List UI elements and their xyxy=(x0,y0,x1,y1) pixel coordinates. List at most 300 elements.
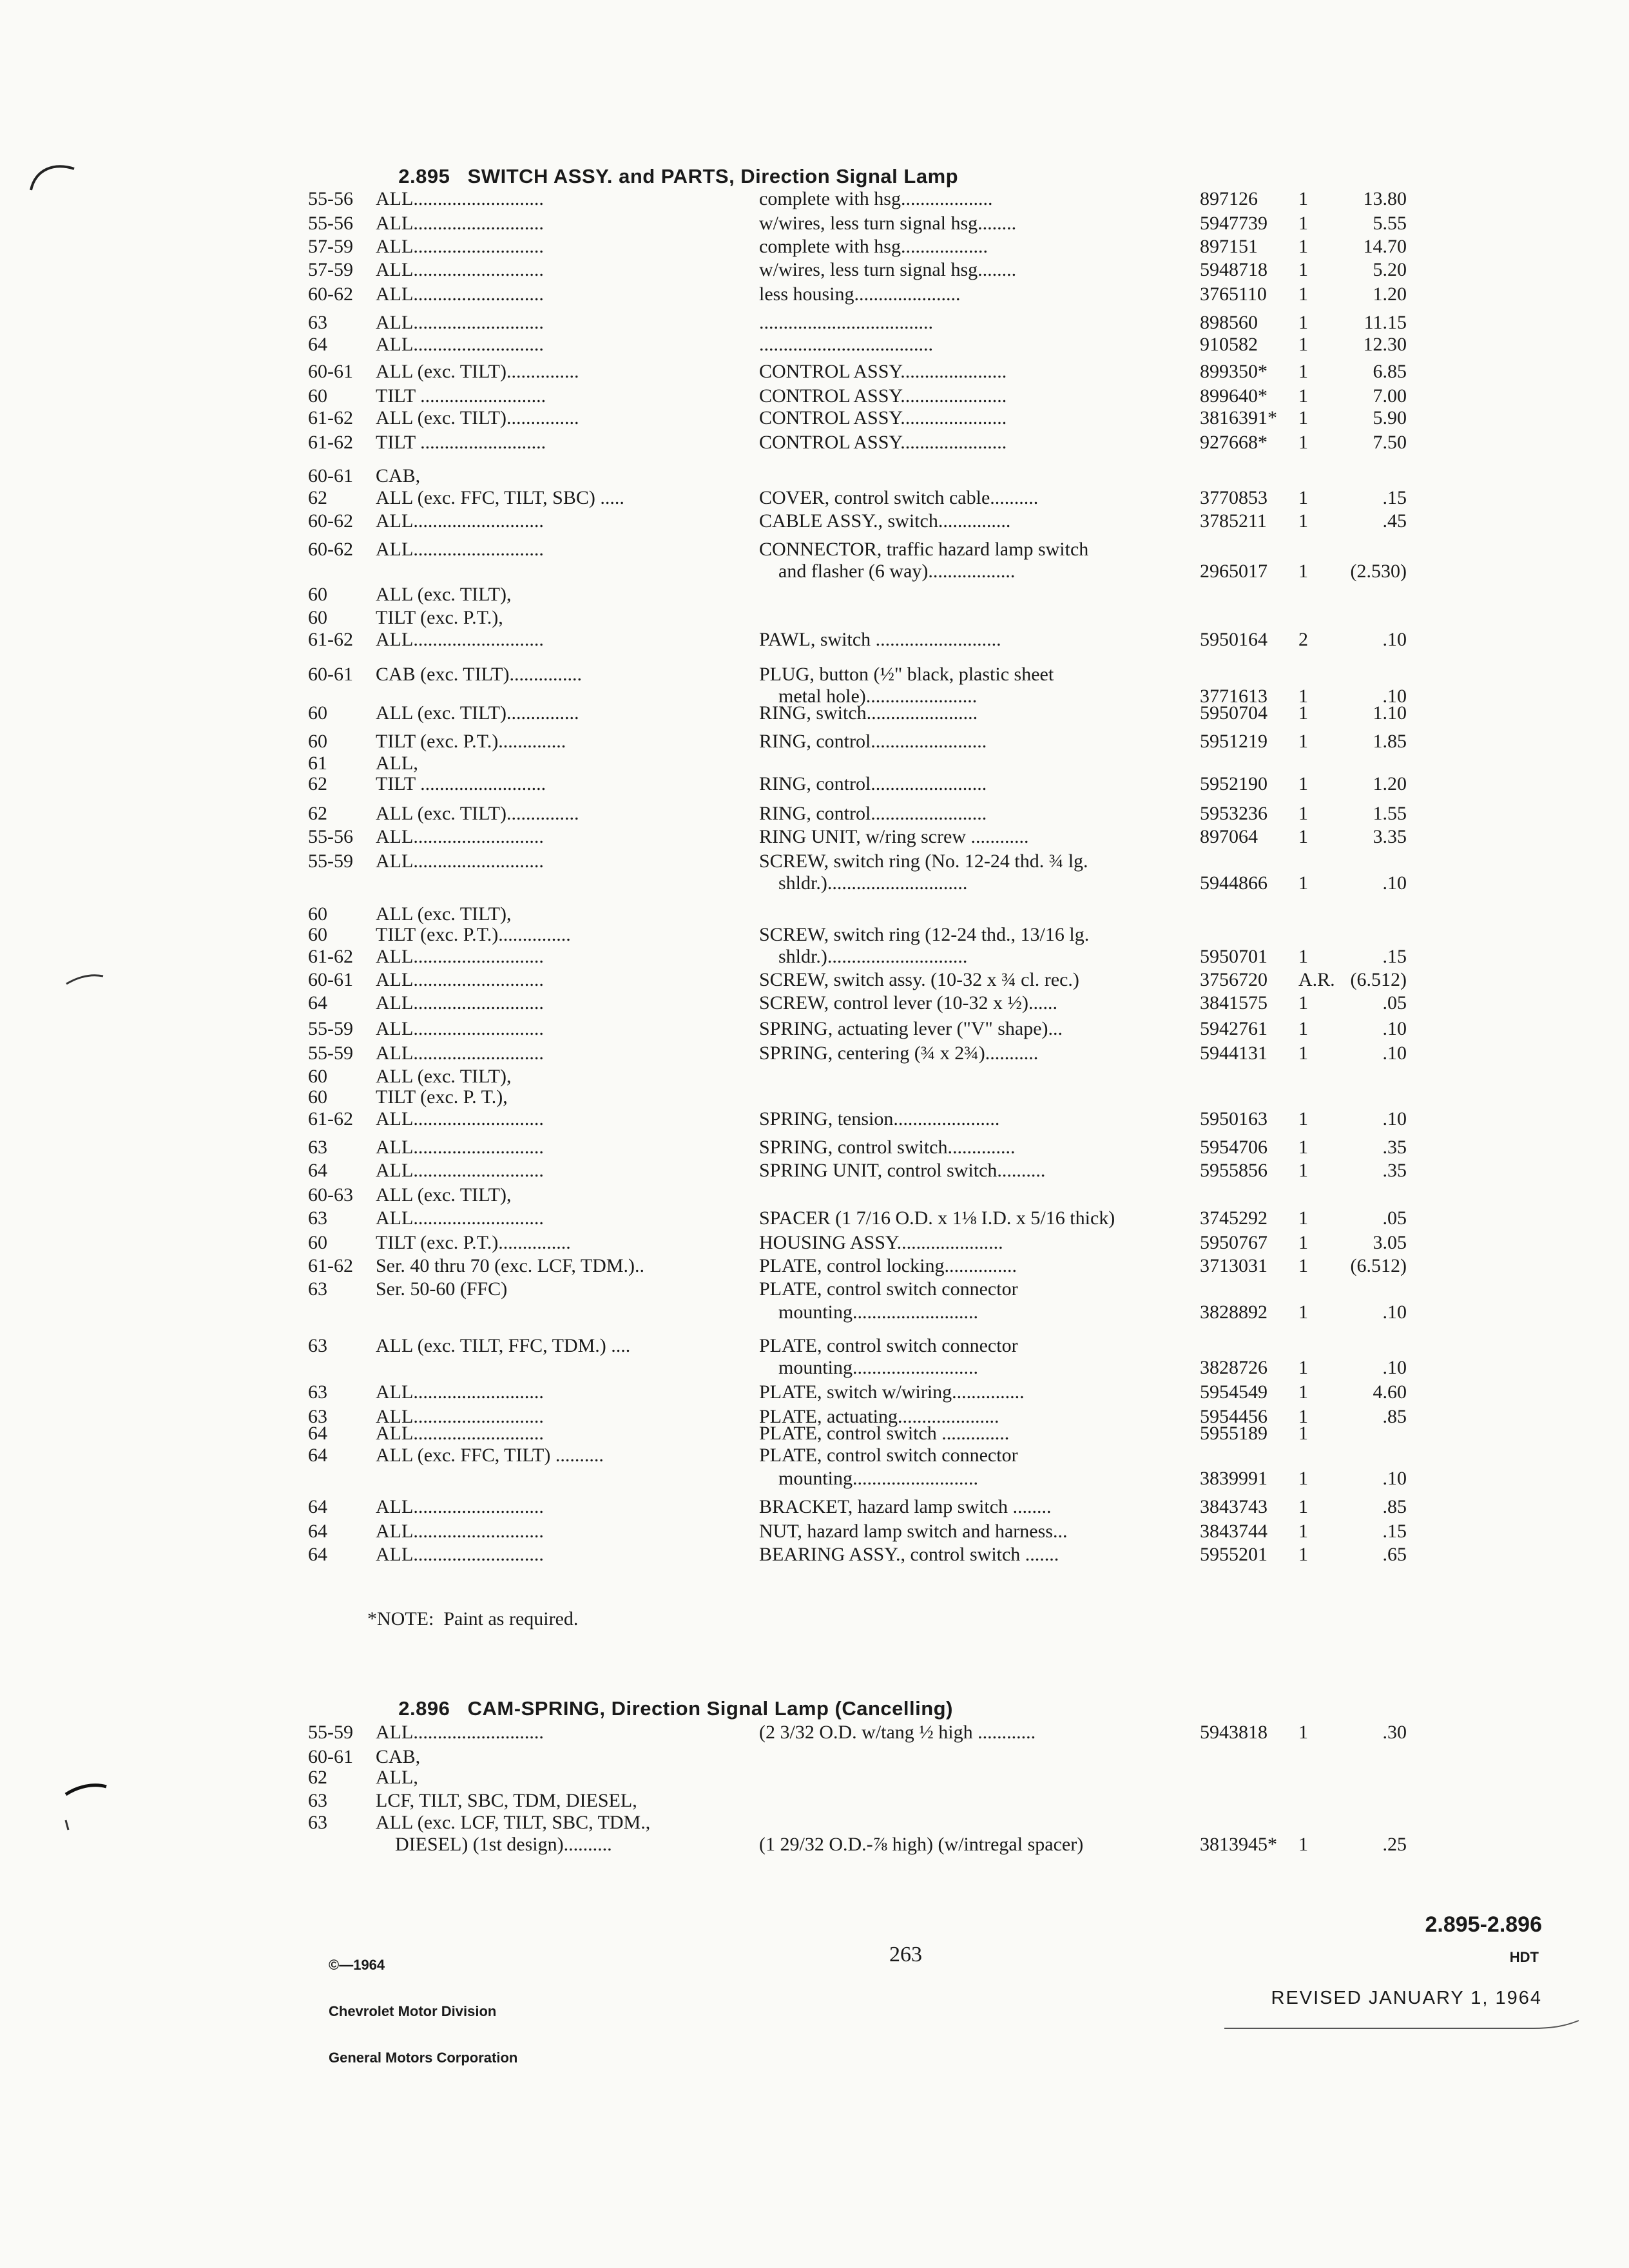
part-description: PLATE, control locking............... xyxy=(759,1255,1017,1276)
part-number: 897064 xyxy=(1200,826,1258,847)
model-applicability: ALL........................... xyxy=(376,1722,544,1743)
model-year: 61-62 xyxy=(308,1255,353,1276)
model-year: 55-56 xyxy=(308,188,353,209)
part-number: 5943818 xyxy=(1200,1722,1268,1743)
model-year: 64 xyxy=(308,1544,327,1565)
price: 1.20 xyxy=(1373,773,1407,794)
quantity: 1 xyxy=(1298,702,1308,724)
table-row xyxy=(0,1043,1629,1067)
model-year: 63 xyxy=(308,1137,327,1158)
price: 1.10 xyxy=(1373,702,1407,724)
quantity: 1 xyxy=(1298,1207,1308,1229)
model-year: 60-61 xyxy=(308,465,353,486)
part-number: 5950164 xyxy=(1200,629,1268,650)
table-row xyxy=(0,584,1629,608)
part-number: 3765110 xyxy=(1200,284,1267,305)
part-number: 3813945* xyxy=(1200,1834,1277,1855)
model-applicability: ALL........................... xyxy=(376,1544,544,1565)
part-description: BEARING ASSY., control switch ....... xyxy=(759,1544,1059,1565)
price: 6.85 xyxy=(1373,361,1407,382)
part-description: RING, control........................ xyxy=(759,773,987,794)
model-year: 60-62 xyxy=(308,510,353,532)
model-year: 64 xyxy=(308,1423,327,1444)
model-year: 60 xyxy=(308,1232,327,1253)
model-year: 55-59 xyxy=(308,1043,353,1064)
table-row xyxy=(0,629,1629,653)
part-description: CONTROL ASSY...................... xyxy=(759,407,1007,428)
price: 4.60 xyxy=(1373,1381,1407,1403)
model-year: 64 xyxy=(308,1521,327,1542)
model-year: 55-59 xyxy=(308,1018,353,1039)
price: 5.55 xyxy=(1373,213,1407,234)
part-description: metal hole)....................... xyxy=(759,686,978,707)
model-applicability: ALL........................... xyxy=(376,334,544,355)
part-description: RING UNIT, w/ring screw ............ xyxy=(759,826,1029,847)
price: .45 xyxy=(1382,510,1407,532)
quantity: 2 xyxy=(1298,629,1308,650)
part-description: mounting.......................... xyxy=(759,1357,979,1378)
part-description: NUT, hazard lamp switch and harness... xyxy=(759,1521,1068,1542)
table-row xyxy=(0,1357,1629,1381)
model-applicability: ALL........................... xyxy=(376,1043,544,1064)
part-number: 897126 xyxy=(1200,188,1258,209)
model-year: 64 xyxy=(308,1445,327,1466)
table-row xyxy=(0,361,1629,385)
quantity: 1 xyxy=(1298,1496,1308,1517)
model-applicability: ALL........................... xyxy=(376,259,544,280)
model-year: 60-61 xyxy=(308,361,353,382)
part-description: SPRING, actuating lever ("V" shape)... xyxy=(759,1018,1063,1039)
part-description: HOUSING ASSY...................... xyxy=(759,1232,1003,1253)
model-applicability: ALL........................... xyxy=(376,510,544,532)
model-applicability: DIESEL) (1st design).......... xyxy=(376,1834,612,1855)
table-row xyxy=(0,607,1629,631)
model-year: 62 xyxy=(308,773,327,794)
quantity: 1 xyxy=(1298,361,1308,382)
table-row xyxy=(0,969,1629,994)
part-description: SPRING UNIT, control switch.......... xyxy=(759,1160,1046,1181)
part-number: 5955201 xyxy=(1200,1544,1268,1565)
price: .10 xyxy=(1382,1108,1407,1129)
model-applicability: TILT (exc. P.T.)............... xyxy=(376,1232,571,1253)
table-row xyxy=(0,992,1629,1017)
table-row xyxy=(0,803,1629,827)
price: 3.35 xyxy=(1373,826,1407,847)
price: 5.20 xyxy=(1373,259,1407,280)
part-number: 5955856 xyxy=(1200,1160,1268,1181)
section-title-2896 xyxy=(387,1674,953,1720)
model-year: 60-61 xyxy=(308,1746,353,1767)
price: .35 xyxy=(1382,1160,1407,1181)
model-applicability: TILT (exc. P.T.).............. xyxy=(376,731,566,752)
quantity: 1 xyxy=(1298,803,1308,824)
quantity: 1 xyxy=(1298,1423,1308,1444)
table-row xyxy=(0,1018,1629,1043)
model-year: 60-61 xyxy=(308,969,353,990)
part-description: CABLE ASSY., switch............... xyxy=(759,510,1011,532)
model-year: 60 xyxy=(308,1066,327,1087)
price: .85 xyxy=(1382,1406,1407,1427)
quantity: 1 xyxy=(1298,946,1308,967)
part-description: (1 29/32 O.D.-⅞ high) (w/intregal spacer) xyxy=(759,1834,1084,1855)
part-number: 5954549 xyxy=(1200,1381,1268,1403)
model-year: 55-59 xyxy=(308,850,353,872)
section-code: HDT xyxy=(1509,1949,1539,1965)
model-year: 60 xyxy=(308,584,327,605)
part-description: w/wires, less turn signal hsg........ xyxy=(759,259,1017,280)
part-description: SPRING, control switch.............. xyxy=(759,1137,1016,1158)
table-row xyxy=(0,312,1629,336)
table-row xyxy=(0,1207,1629,1232)
model-year: 64 xyxy=(308,1496,327,1517)
model-applicability: ALL (exc. TILT)............... xyxy=(376,702,579,724)
model-year: 60 xyxy=(308,731,327,752)
model-applicability: TILT (exc. P.T.), xyxy=(376,607,503,628)
part-description: complete with hsg................... xyxy=(759,188,993,209)
part-number: 3745292 xyxy=(1200,1207,1268,1229)
quantity: 1 xyxy=(1298,1544,1308,1565)
model-year: 63 xyxy=(308,1790,327,1811)
model-applicability: ALL........................... xyxy=(376,969,544,990)
part-description: SCREW, switch assy. (10-32 x ¾ cl. rec.) xyxy=(759,969,1079,990)
part-description: and flasher (6 way).................. xyxy=(759,561,1016,582)
price: .15 xyxy=(1382,1521,1407,1542)
part-description: PLATE, control switch .............. xyxy=(759,1423,1010,1444)
price: (6.512) xyxy=(1350,1255,1407,1276)
price: .35 xyxy=(1382,1137,1407,1158)
table-row xyxy=(0,1468,1629,1492)
model-applicability: TILT .......................... xyxy=(376,773,546,794)
table-row xyxy=(0,1381,1629,1406)
table-row xyxy=(0,334,1629,358)
model-applicability: CAB (exc. TILT)............... xyxy=(376,664,582,685)
part-description: SPACER (1 7/16 O.D. x 1⅛ I.D. x 5/16 thick) xyxy=(759,1207,1115,1229)
price: .65 xyxy=(1382,1544,1407,1565)
model-applicability: CAB, xyxy=(376,1746,421,1767)
price: (2.530) xyxy=(1350,561,1407,582)
part-number: 897151 xyxy=(1200,236,1258,257)
price: .10 xyxy=(1382,872,1407,894)
price: .05 xyxy=(1382,992,1407,1014)
model-applicability: ALL........................... xyxy=(376,1406,544,1427)
model-year: 60 xyxy=(308,924,327,945)
table-row xyxy=(0,1445,1629,1469)
quantity: 1 xyxy=(1298,872,1308,894)
part-number: 3828726 xyxy=(1200,1357,1268,1378)
model-applicability: ALL........................... xyxy=(376,850,544,872)
part-number: 3839991 xyxy=(1200,1468,1268,1489)
page-number: 263 xyxy=(889,1943,922,1966)
quantity: 1 xyxy=(1298,487,1308,508)
part-description: SCREW, switch ring (12-24 thd., 13/16 lg. xyxy=(759,924,1090,945)
part-number: 5944131 xyxy=(1200,1043,1268,1064)
part-description: (2 3/32 O.D. w/tang ½ high ............ xyxy=(759,1722,1036,1743)
model-year: 57-59 xyxy=(308,259,353,280)
model-year: 60-62 xyxy=(308,539,353,560)
part-number: 5944866 xyxy=(1200,872,1268,894)
model-applicability: ALL (exc. TILT)............... xyxy=(376,361,579,382)
quantity: 1 xyxy=(1298,188,1308,209)
table-row xyxy=(0,773,1629,798)
scan-mark-top xyxy=(19,155,77,193)
part-description: RING, control........................ xyxy=(759,803,987,824)
price: .10 xyxy=(1382,629,1407,650)
part-description: PLATE, control switch connector xyxy=(759,1278,1018,1300)
table-row xyxy=(0,1722,1629,1746)
table-row xyxy=(0,1423,1629,1447)
part-number: 927668* xyxy=(1200,432,1268,453)
quantity: 1 xyxy=(1298,312,1308,333)
part-number: 5954456 xyxy=(1200,1406,1268,1427)
part-description: SPRING, centering (¾ x 2¾)........... xyxy=(759,1043,1039,1064)
part-number: 3843744 xyxy=(1200,1521,1268,1542)
price: 7.00 xyxy=(1373,385,1407,407)
model-year: 64 xyxy=(308,1160,327,1181)
table-row xyxy=(0,702,1629,727)
model-applicability: LCF, TILT, SBC, TDM, DIESEL, xyxy=(376,1790,637,1811)
table-row xyxy=(0,1496,1629,1521)
model-applicability: ALL (exc. TILT), xyxy=(376,903,512,925)
table-row xyxy=(0,664,1629,688)
quantity: 1 xyxy=(1298,686,1308,707)
model-year: 63 xyxy=(308,1406,327,1427)
model-applicability: ALL........................... xyxy=(376,188,544,209)
table-row xyxy=(0,826,1629,850)
model-year: 61 xyxy=(308,753,327,774)
table-row xyxy=(0,465,1629,490)
quantity: 1 xyxy=(1298,1160,1308,1181)
model-applicability: ALL........................... xyxy=(376,213,544,234)
paint-note: *NOTE: Paint as required. xyxy=(367,1608,579,1629)
quantity: 1 xyxy=(1298,1381,1308,1403)
part-number: 5955189 xyxy=(1200,1423,1268,1444)
part-number: 3785211 xyxy=(1200,510,1267,532)
price: .10 xyxy=(1382,1468,1407,1489)
model-applicability: TILT .......................... xyxy=(376,385,546,407)
quantity: 1 xyxy=(1298,1722,1308,1743)
model-year: 62 xyxy=(308,803,327,824)
quantity: 1 xyxy=(1298,1357,1308,1378)
part-description: complete with hsg.................. xyxy=(759,236,988,257)
price: (6.512) xyxy=(1350,969,1407,990)
quantity: 1 xyxy=(1298,284,1308,305)
model-applicability: Ser. 50-60 (FFC) xyxy=(376,1278,508,1300)
model-applicability: ALL........................... xyxy=(376,992,544,1014)
quantity: 1 xyxy=(1298,1521,1308,1542)
model-year: 61-62 xyxy=(308,946,353,967)
model-year: 63 xyxy=(308,1381,327,1403)
model-applicability: TILT (exc. P. T.), xyxy=(376,1086,508,1108)
part-description: SPRING, tension...................... xyxy=(759,1108,1000,1129)
table-row xyxy=(0,213,1629,237)
table-row xyxy=(0,561,1629,585)
section-title-2895 xyxy=(387,142,958,188)
part-number: 3770853 xyxy=(1200,487,1268,508)
table-row xyxy=(0,1108,1629,1133)
section-number: 2.896 xyxy=(398,1697,450,1720)
quantity: 1 xyxy=(1298,1137,1308,1158)
model-applicability: ALL (exc. FFC, TILT) .......... xyxy=(376,1445,604,1466)
part-description: PLATE, control switch connector xyxy=(759,1445,1018,1466)
model-applicability: Ser. 40 thru 70 (exc. LCF, TDM.).. xyxy=(376,1255,645,1276)
part-number: 5950767 xyxy=(1200,1232,1268,1253)
price: 1.55 xyxy=(1373,803,1407,824)
table-row xyxy=(0,1767,1629,1791)
table-row xyxy=(0,284,1629,308)
quantity: 1 xyxy=(1298,1255,1308,1276)
model-applicability: ALL, xyxy=(376,1767,418,1788)
model-year: 63 xyxy=(308,312,327,333)
table-row xyxy=(0,236,1629,260)
scan-mark-revised xyxy=(1224,2017,1585,2036)
model-applicability: ALL, xyxy=(376,753,418,774)
quantity: 1 xyxy=(1298,1406,1308,1427)
model-year: 60 xyxy=(308,1086,327,1108)
price: 7.50 xyxy=(1373,432,1407,453)
price: 3.05 xyxy=(1373,1232,1407,1253)
model-year: 55-56 xyxy=(308,826,353,847)
part-number: 5950163 xyxy=(1200,1108,1268,1129)
model-year: 60-63 xyxy=(308,1184,353,1206)
table-row xyxy=(0,1812,1629,1836)
quantity: 1 xyxy=(1298,1232,1308,1253)
model-applicability: ALL (exc. TILT), xyxy=(376,1066,512,1087)
price: 14.70 xyxy=(1363,236,1407,257)
model-applicability: TILT .......................... xyxy=(376,432,546,453)
copyright-year: ©—1964 xyxy=(329,1957,385,1973)
part-description: SCREW, switch ring (No. 12-24 thd. ¾ lg. xyxy=(759,850,1088,872)
quantity: 1 xyxy=(1298,1043,1308,1064)
model-applicability: ALL........................... xyxy=(376,1381,544,1403)
model-year: 60 xyxy=(308,607,327,628)
table-row xyxy=(0,432,1629,456)
model-applicability: ALL........................... xyxy=(376,1137,544,1158)
model-applicability: ALL........................... xyxy=(376,1207,544,1229)
price: .10 xyxy=(1382,1043,1407,1064)
price: 1.20 xyxy=(1373,284,1407,305)
part-number: 5950704 xyxy=(1200,702,1268,724)
table-row xyxy=(0,510,1629,535)
part-number: 899640* xyxy=(1200,385,1268,407)
part-number: 3771613 xyxy=(1200,686,1268,707)
table-row xyxy=(0,1834,1629,1858)
model-year: 60 xyxy=(308,702,327,724)
part-description: mounting.......................... xyxy=(759,1302,979,1323)
model-applicability: ALL........................... xyxy=(376,946,544,967)
part-description: shldr.)............................. xyxy=(759,946,968,967)
price: 11.15 xyxy=(1364,312,1407,333)
quantity: 1 xyxy=(1298,1108,1308,1129)
part-description: shldr.)............................. xyxy=(759,872,968,894)
part-description: SCREW, control lever (10-32 x ½)...... xyxy=(759,992,1057,1014)
part-number: 5953236 xyxy=(1200,803,1268,824)
part-description: PLATE, switch w/wiring............... xyxy=(759,1381,1025,1403)
part-description: PAWL, switch .......................... xyxy=(759,629,1001,650)
part-number: 5948718 xyxy=(1200,259,1268,280)
model-applicability: ALL (exc. TILT, FFC, TDM.) .... xyxy=(376,1335,631,1356)
table-row xyxy=(0,731,1629,755)
part-number: 5942761 xyxy=(1200,1018,1268,1039)
table-row xyxy=(0,924,1629,948)
table-row xyxy=(0,1790,1629,1814)
part-number: 5950701 xyxy=(1200,946,1268,967)
model-year: 63 xyxy=(308,1335,327,1356)
model-applicability: ALL........................... xyxy=(376,312,544,333)
part-number: 2965017 xyxy=(1200,561,1268,582)
model-applicability: ALL........................... xyxy=(376,629,544,650)
quantity: 1 xyxy=(1298,992,1308,1014)
model-year: 55-59 xyxy=(308,1722,353,1743)
section-heading: SWITCH ASSY. and PARTS, Direction Signal Lamp xyxy=(467,165,959,187)
model-applicability: ALL........................... xyxy=(376,1108,544,1129)
table-row xyxy=(0,946,1629,970)
model-year: 60-62 xyxy=(308,284,353,305)
section-number: 2.895 xyxy=(398,165,450,187)
part-description: mounting.......................... xyxy=(759,1468,979,1489)
model-year: 63 xyxy=(308,1812,327,1833)
part-description: CONTROL ASSY...................... xyxy=(759,432,1007,453)
part-description: RING, switch....................... xyxy=(759,702,978,724)
model-year: 64 xyxy=(308,334,327,355)
model-year: 60-61 xyxy=(308,664,353,685)
table-row xyxy=(0,1086,1629,1111)
model-year: 62 xyxy=(308,1767,327,1788)
part-number: 3828892 xyxy=(1200,1302,1268,1323)
table-row xyxy=(0,1335,1629,1360)
price: 12.30 xyxy=(1363,334,1407,355)
model-applicability: ALL........................... xyxy=(376,1496,544,1517)
copyright-corp: General Motors Corporation xyxy=(329,2050,518,2066)
part-description: PLATE, control switch connector xyxy=(759,1335,1018,1356)
table-row xyxy=(0,259,1629,284)
quantity: 1 xyxy=(1298,432,1308,453)
copyright-division: Chevrolet Motor Division xyxy=(329,2003,497,2019)
part-number: 898560 xyxy=(1200,312,1258,333)
quantity: 1 xyxy=(1298,1302,1308,1323)
part-number: 899350* xyxy=(1200,361,1268,382)
quantity: 1 xyxy=(1298,259,1308,280)
quantity: 1 xyxy=(1298,1834,1308,1855)
part-number: 5952190 xyxy=(1200,773,1268,794)
price: .10 xyxy=(1382,1018,1407,1039)
quantity: 1 xyxy=(1298,773,1308,794)
model-applicability: ALL........................... xyxy=(376,236,544,257)
quantity: 1 xyxy=(1298,510,1308,532)
price: 5.90 xyxy=(1373,407,1407,428)
part-description: CONNECTOR, traffic hazard lamp switch xyxy=(759,539,1089,560)
part-description: CONTROL ASSY...................... xyxy=(759,385,1007,407)
price: .10 xyxy=(1382,1302,1407,1323)
table-row xyxy=(0,487,1629,512)
table-row xyxy=(0,385,1629,410)
model-year: 57-59 xyxy=(308,236,353,257)
part-number: 5951219 xyxy=(1200,731,1268,752)
model-applicability: ALL (exc. TILT), xyxy=(376,1184,512,1206)
model-year: 61-62 xyxy=(308,1108,353,1129)
part-number: 3756720 xyxy=(1200,969,1268,990)
table-row xyxy=(0,1232,1629,1256)
quantity: 1 xyxy=(1298,334,1308,355)
table-row xyxy=(0,850,1629,875)
model-applicability: ALL........................... xyxy=(376,826,544,847)
part-description: RING, control........................ xyxy=(759,731,987,752)
part-number: 3713031 xyxy=(1200,1255,1268,1276)
model-year: 64 xyxy=(308,992,327,1014)
price: 13.80 xyxy=(1363,188,1407,209)
model-year: 61-62 xyxy=(308,629,353,650)
model-applicability: CAB, xyxy=(376,465,421,486)
quantity: 1 xyxy=(1298,236,1308,257)
